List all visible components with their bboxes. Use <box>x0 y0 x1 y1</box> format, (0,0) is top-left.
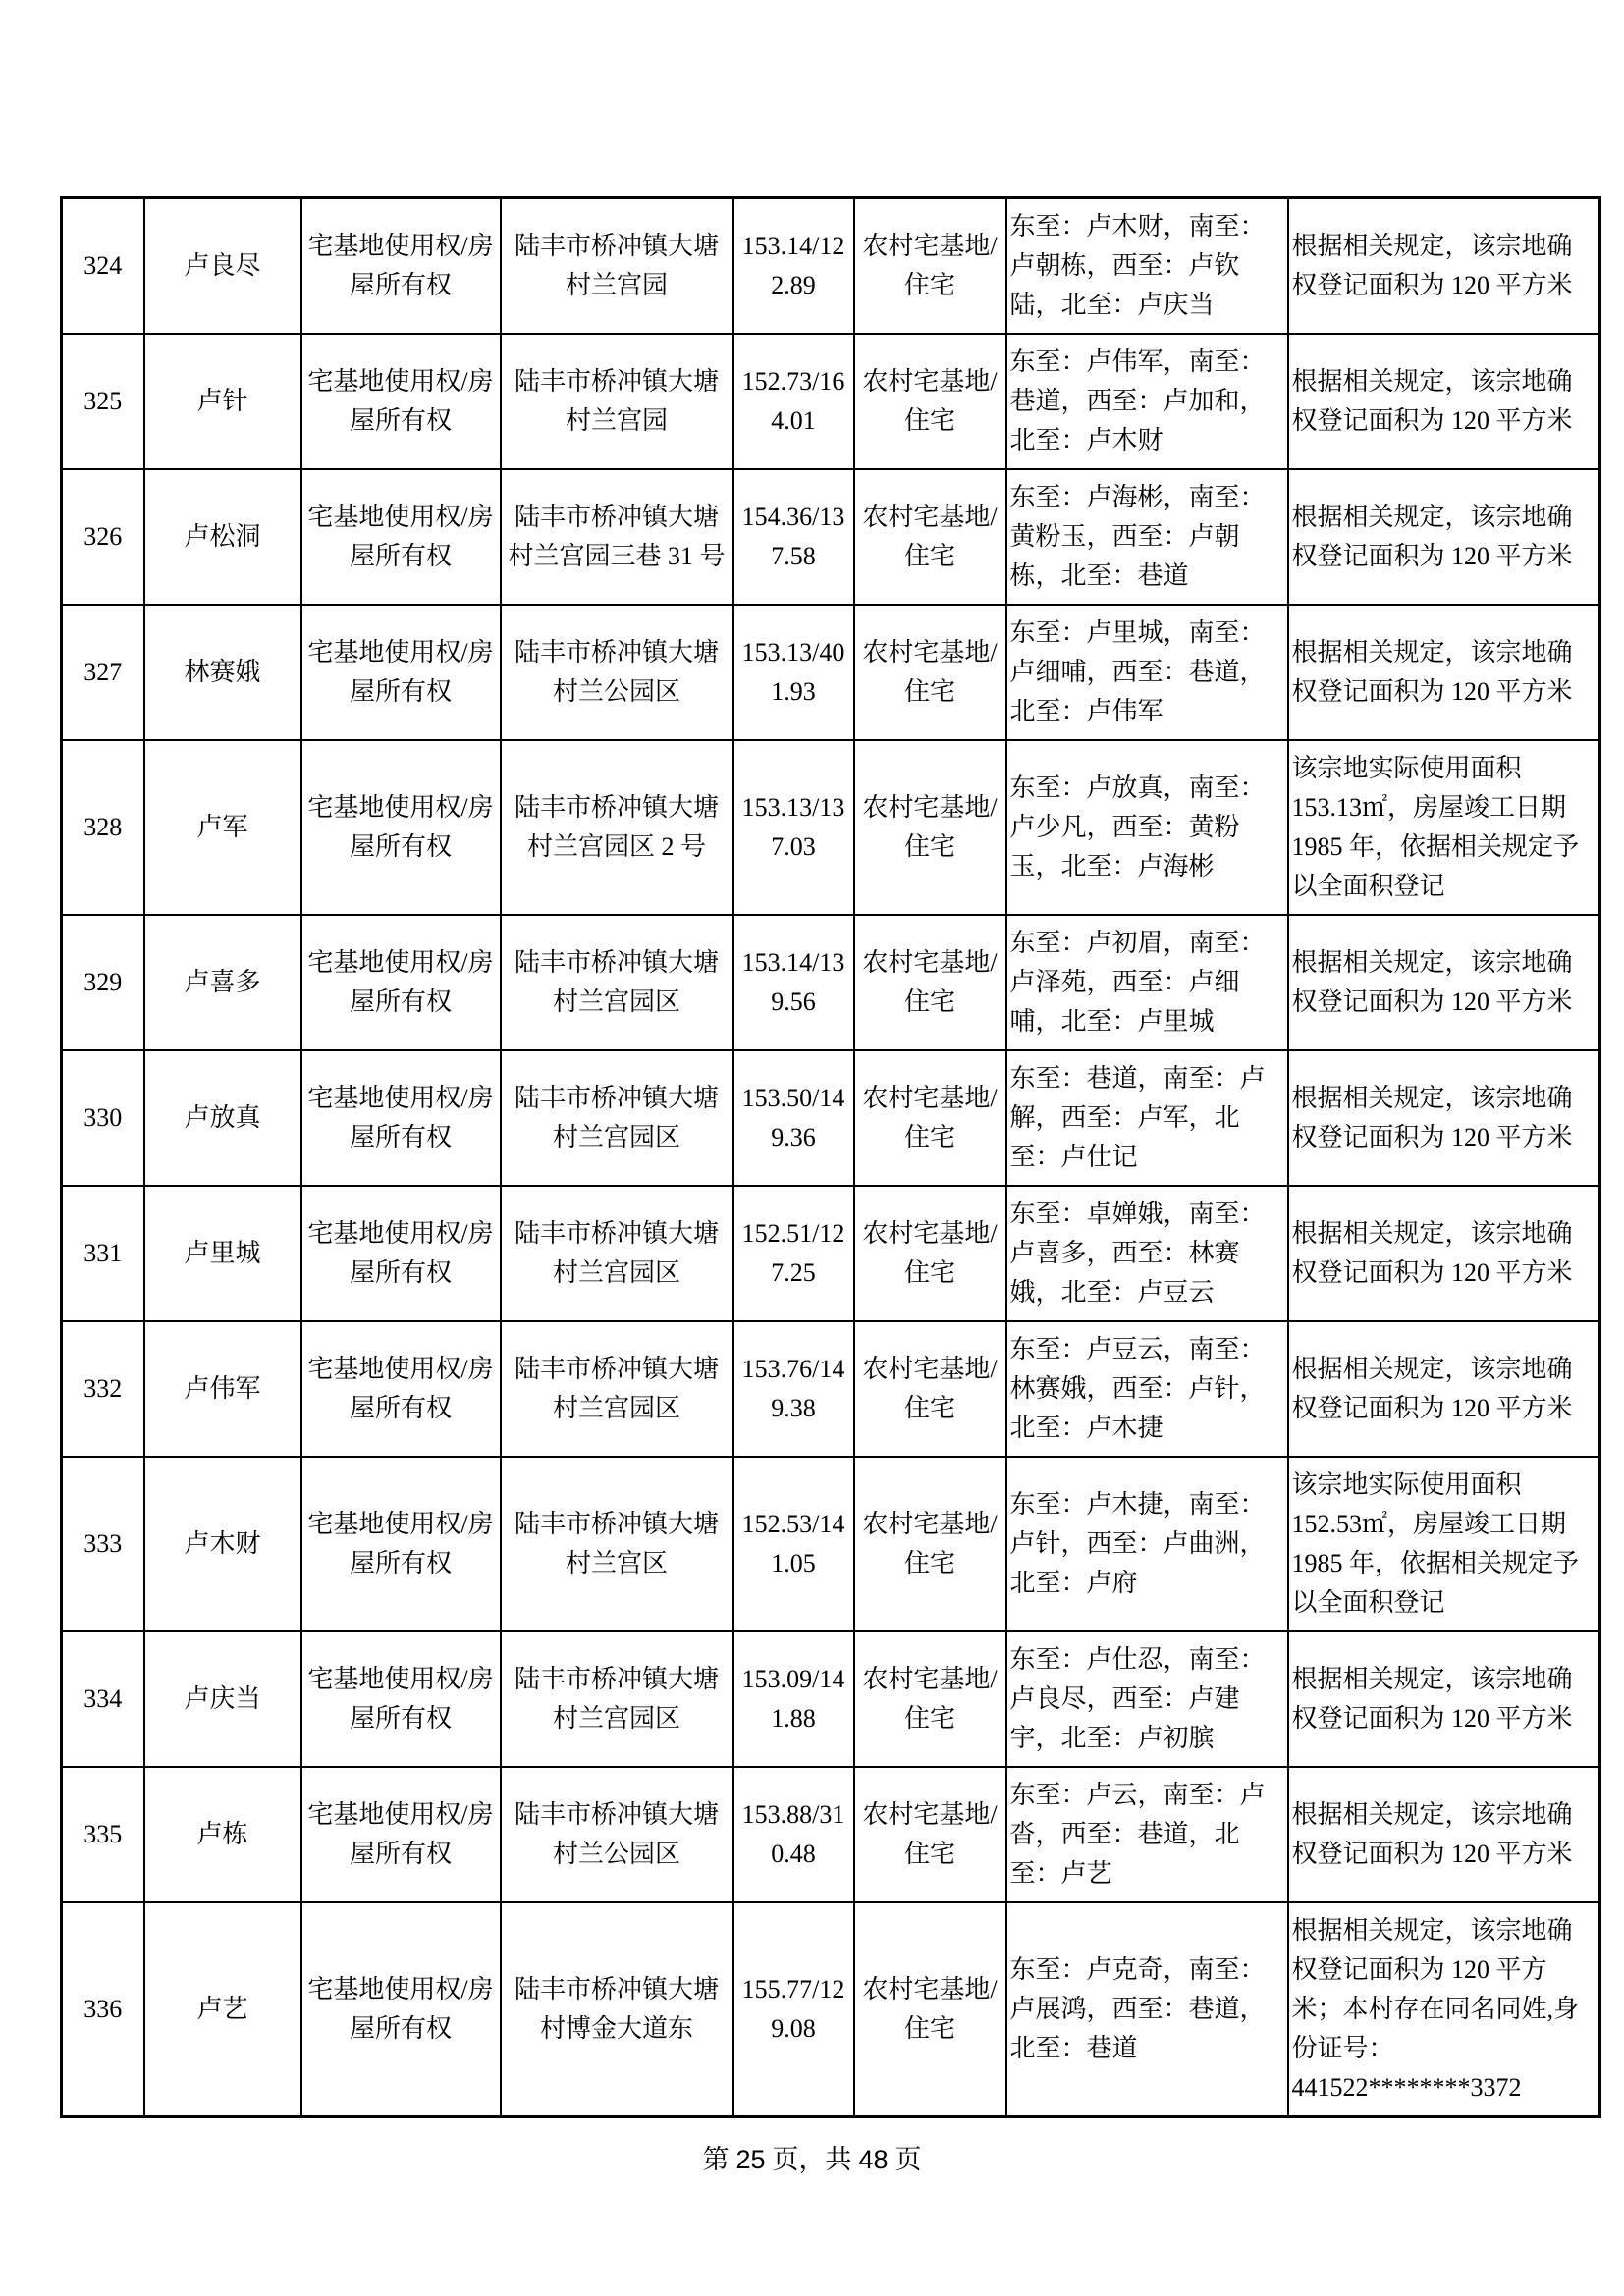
cell-remark: 根据相关规定，该宗地确权登记面积为 120 平方米 <box>1288 1321 1600 1457</box>
cell-boundaries: 东至：卢木捷，南至：卢针，西至：卢曲洲，北至：卢府 <box>1006 1457 1288 1631</box>
cell-owner-name: 卢伟军 <box>144 1321 301 1457</box>
cell-location: 陆丰市桥冲镇大塘村兰公园区 <box>501 605 733 740</box>
cell-remark: 根据相关规定，该宗地确权登记面积为 120 平方米 <box>1288 1767 1600 1902</box>
cell-remark: 根据相关规定，该宗地确权登记面积为 120 平方米；本村存在同名同姓,身份证号：441522********3372 <box>1288 1902 1600 2117</box>
cell-land-type: 农村宅基地/住宅 <box>854 1050 1006 1186</box>
cell-serial-number: 335 <box>62 1767 144 1902</box>
cell-owner-name: 林赛娥 <box>144 605 301 740</box>
cell-owner-name: 卢木财 <box>144 1457 301 1631</box>
cell-right-type: 宅基地使用权/房屋所有权 <box>301 1767 501 1902</box>
cell-right-type: 宅基地使用权/房屋所有权 <box>301 605 501 740</box>
cell-location: 陆丰市桥冲镇大塘村兰宫园区 <box>501 1050 733 1186</box>
cell-owner-name: 卢军 <box>144 740 301 915</box>
cell-remark: 根据相关规定，该宗地确权登记面积为 120 平方米 <box>1288 469 1600 605</box>
cell-land-type: 农村宅基地/住宅 <box>854 198 1006 335</box>
cell-location: 陆丰市桥冲镇大塘村兰宫园三巷 31 号 <box>501 469 733 605</box>
cell-remark: 根据相关规定，该宗地确权登记面积为 120 平方米 <box>1288 1631 1600 1767</box>
table-row <box>62 334 1600 469</box>
cell-serial-number: 330 <box>62 1050 144 1186</box>
cell-boundaries: 东至：卢初眉，南至：卢泽苑，西至：卢细哺，北至：卢里城 <box>1006 915 1288 1050</box>
cell-serial-number: 333 <box>62 1457 144 1631</box>
cell-serial-number: 327 <box>62 605 144 740</box>
cell-area: 153.76/149.38 <box>733 1321 854 1457</box>
cell-location: 陆丰市桥冲镇大塘村兰宫园 <box>501 334 733 469</box>
table-row <box>62 198 1600 335</box>
cell-right-type: 宅基地使用权/房屋所有权 <box>301 915 501 1050</box>
cell-remark: 根据相关规定，该宗地确权登记面积为 120 平方米 <box>1288 334 1600 469</box>
cell-area: 153.50/149.36 <box>733 1050 854 1186</box>
cell-serial-number: 336 <box>62 1902 144 2117</box>
cell-land-type: 农村宅基地/住宅 <box>854 740 1006 915</box>
cell-boundaries: 东至：卓婵娥，南至：卢喜多，西至：林赛娥，北至：卢豆云 <box>1006 1186 1288 1321</box>
cell-location: 陆丰市桥冲镇大塘村兰宫园 <box>501 198 733 335</box>
cell-serial-number: 328 <box>62 740 144 915</box>
cell-serial-number: 334 <box>62 1631 144 1767</box>
table-body <box>62 198 1600 2117</box>
cell-right-type: 宅基地使用权/房屋所有权 <box>301 469 501 605</box>
footer-total-pages: 48 <box>858 2145 889 2174</box>
cell-boundaries: 东至：卢海彬，南至：黄粉玉，西至：卢朝栋，北至：巷道 <box>1006 469 1288 605</box>
cell-land-type: 农村宅基地/住宅 <box>854 605 1006 740</box>
cell-location: 陆丰市桥冲镇大塘村兰宫区 <box>501 1457 733 1631</box>
cell-right-type: 宅基地使用权/房屋所有权 <box>301 1321 501 1457</box>
cell-area: 154.36/137.58 <box>733 469 854 605</box>
cell-right-type: 宅基地使用权/房屋所有权 <box>301 1631 501 1767</box>
table-row <box>62 915 1600 1050</box>
cell-right-type: 宅基地使用权/房屋所有权 <box>301 1457 501 1631</box>
cell-boundaries: 东至：卢放真，南至：卢少凡，西至：黄粉玉，北至：卢海彬 <box>1006 740 1288 915</box>
cell-serial-number: 332 <box>62 1321 144 1457</box>
cell-right-type: 宅基地使用权/房屋所有权 <box>301 1186 501 1321</box>
cell-area: 153.13/401.93 <box>733 605 854 740</box>
cell-area: 152.53/141.05 <box>733 1457 854 1631</box>
cell-boundaries: 东至：卢豆云，南至：林赛娥，西至：卢针，北至：卢木捷 <box>1006 1321 1288 1457</box>
cell-owner-name: 卢松洞 <box>144 469 301 605</box>
cell-boundaries: 东至：卢木财，南至：卢朝栋，西至：卢钦陆，北至：卢庆当 <box>1006 198 1288 335</box>
cell-remark: 根据相关规定，该宗地确权登记面积为 120 平方米 <box>1288 605 1600 740</box>
cell-land-type: 农村宅基地/住宅 <box>854 1457 1006 1631</box>
cell-serial-number: 326 <box>62 469 144 605</box>
footer-suffix: 页 <box>894 2145 922 2174</box>
cell-location: 陆丰市桥冲镇大塘村兰宫园区 <box>501 915 733 1050</box>
table-row <box>62 605 1600 740</box>
cell-land-type: 农村宅基地/住宅 <box>854 469 1006 605</box>
table-row <box>62 1767 1600 1902</box>
land-registry-table <box>60 196 1601 2118</box>
cell-land-type: 农村宅基地/住宅 <box>854 1321 1006 1457</box>
cell-right-type: 宅基地使用权/房屋所有权 <box>301 740 501 915</box>
cell-serial-number: 324 <box>62 198 144 335</box>
cell-land-type: 农村宅基地/住宅 <box>854 1186 1006 1321</box>
cell-boundaries: 东至：卢里城，南至：卢细哺，西至：巷道，北至：卢伟军 <box>1006 605 1288 740</box>
table-row <box>62 469 1600 605</box>
cell-area: 152.51/127.25 <box>733 1186 854 1321</box>
footer-prefix: 第 <box>702 2145 730 2174</box>
cell-right-type: 宅基地使用权/房屋所有权 <box>301 1050 501 1186</box>
cell-owner-name: 卢针 <box>144 334 301 469</box>
cell-location: 陆丰市桥冲镇大塘村兰宫园区 <box>501 1321 733 1457</box>
cell-right-type: 宅基地使用权/房屋所有权 <box>301 334 501 469</box>
cell-owner-name: 卢良尽 <box>144 198 301 335</box>
cell-owner-name: 卢里城 <box>144 1186 301 1321</box>
page-footer <box>0 2138 1624 2176</box>
cell-land-type: 农村宅基地/住宅 <box>854 1767 1006 1902</box>
cell-remark: 该宗地实际使用面积 152.53㎡，房屋竣工日期 1985 年，依据相关规定予以全面积登记 <box>1288 1457 1600 1631</box>
cell-area: 153.09/141.88 <box>733 1631 854 1767</box>
cell-area: 153.14/139.56 <box>733 915 854 1050</box>
cell-serial-number: 325 <box>62 334 144 469</box>
cell-area: 153.14/122.89 <box>733 198 854 335</box>
cell-owner-name: 卢艺 <box>144 1902 301 2117</box>
cell-remark: 该宗地实际使用面积 153.13㎡，房屋竣工日期 1985 年，依据相关规定予以全面积登记 <box>1288 740 1600 915</box>
cell-right-type: 宅基地使用权/房屋所有权 <box>301 198 501 335</box>
table-row <box>62 1050 1600 1186</box>
cell-remark: 根据相关规定，该宗地确权登记面积为 120 平方米 <box>1288 915 1600 1050</box>
cell-area: 152.73/164.01 <box>733 334 854 469</box>
cell-remark: 根据相关规定，该宗地确权登记面积为 120 平方米 <box>1288 1186 1600 1321</box>
cell-land-type: 农村宅基地/住宅 <box>854 915 1006 1050</box>
cell-boundaries: 东至：卢克奇，南至：卢展鸿，西至：巷道，北至：巷道 <box>1006 1902 1288 2117</box>
cell-area: 155.77/129.08 <box>733 1902 854 2117</box>
cell-remark: 根据相关规定，该宗地确权登记面积为 120 平方米 <box>1288 1050 1600 1186</box>
table-row <box>62 1186 1600 1321</box>
cell-remark: 根据相关规定，该宗地确权登记面积为 120 平方米 <box>1288 198 1600 335</box>
table-row <box>62 1902 1600 2117</box>
cell-area: 153.13/137.03 <box>733 740 854 915</box>
cell-location: 陆丰市桥冲镇大塘村兰宫园区 <box>501 1631 733 1767</box>
footer-middle: 页，共 <box>772 2145 852 2174</box>
cell-owner-name: 卢放真 <box>144 1050 301 1186</box>
table-row <box>62 740 1600 915</box>
cell-location: 陆丰市桥冲镇大塘村兰公园区 <box>501 1767 733 1902</box>
cell-owner-name: 卢栋 <box>144 1767 301 1902</box>
cell-location: 陆丰市桥冲镇大塘村博金大道东 <box>501 1902 733 2117</box>
cell-owner-name: 卢喜多 <box>144 915 301 1050</box>
cell-land-type: 农村宅基地/住宅 <box>854 334 1006 469</box>
table-row <box>62 1321 1600 1457</box>
cell-boundaries: 东至：卢云，南至：卢沓，西至：巷道，北至：卢艺 <box>1006 1767 1288 1902</box>
cell-location: 陆丰市桥冲镇大塘村兰宫园区 2 号 <box>501 740 733 915</box>
cell-boundaries: 东至：巷道，南至：卢解，西至：卢军，北至：卢仕记 <box>1006 1050 1288 1186</box>
cell-right-type: 宅基地使用权/房屋所有权 <box>301 1902 501 2117</box>
footer-page-number: 25 <box>735 2145 766 2174</box>
cell-serial-number: 329 <box>62 915 144 1050</box>
cell-land-type: 农村宅基地/住宅 <box>854 1631 1006 1767</box>
cell-area: 153.88/310.48 <box>733 1767 854 1902</box>
table-row <box>62 1457 1600 1631</box>
cell-serial-number: 331 <box>62 1186 144 1321</box>
cell-owner-name: 卢庆当 <box>144 1631 301 1767</box>
table-row <box>62 1631 1600 1767</box>
cell-boundaries: 东至：卢仕忍，南至：卢良尽，西至：卢建宇，北至：卢初膑 <box>1006 1631 1288 1767</box>
cell-location: 陆丰市桥冲镇大塘村兰宫园区 <box>501 1186 733 1321</box>
cell-land-type: 农村宅基地/住宅 <box>854 1902 1006 2117</box>
cell-boundaries: 东至：卢伟军，南至：巷道，西至：卢加和，北至：卢木财 <box>1006 334 1288 469</box>
